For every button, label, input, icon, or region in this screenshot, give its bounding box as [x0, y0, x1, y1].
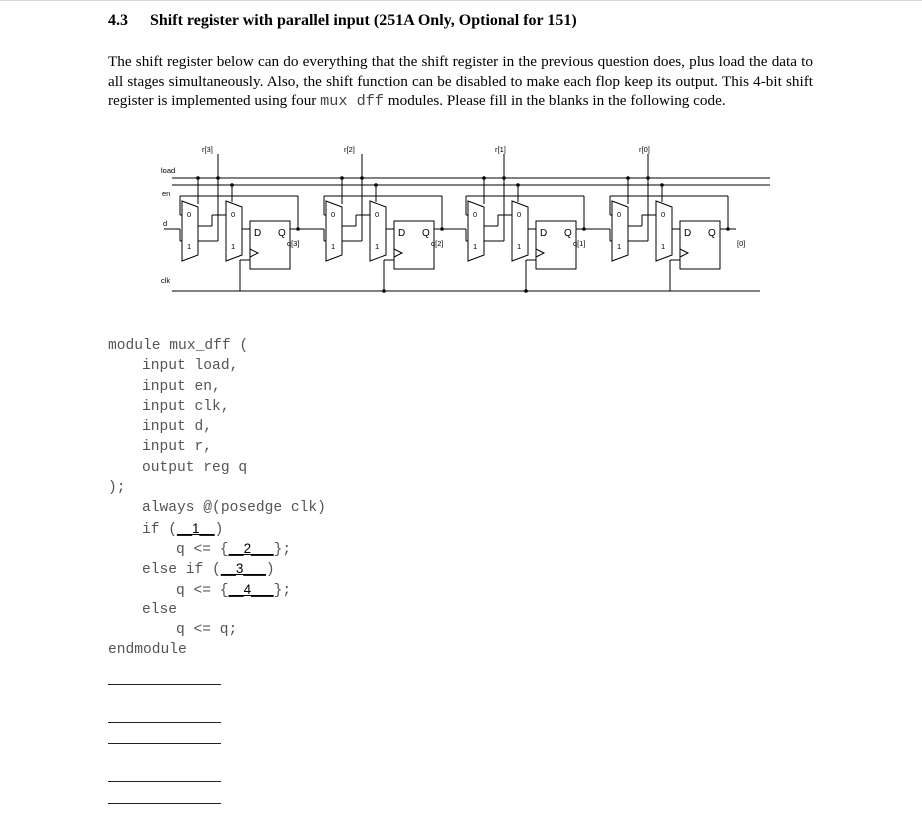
code-assign-2-line: q <= {__2___}; [176, 540, 292, 558]
shift-register-diagram: 0 1 D Q load en d clk r[3] q[3] r[2] q[2] r[1] q[1] r[0] [0] [140, 140, 780, 300]
r-label-3: r[3] [202, 145, 213, 154]
q-label-3: q[3] [287, 239, 300, 248]
q-label-0: [0] [737, 239, 746, 248]
blank-1: __1__ [177, 520, 215, 536]
mux-en-3 [226, 201, 242, 261]
dff-2 [394, 221, 434, 269]
code-port-clk: input clk, [142, 398, 230, 415]
code-elseif-line: else if (__3___) [142, 561, 275, 579]
dff-3 [250, 221, 290, 269]
code-hold-line: q <= q; [176, 622, 238, 639]
blank-2: __2___ [228, 540, 274, 556]
code-port-q: output reg q [142, 459, 248, 476]
input-label-d: d [163, 219, 168, 228]
answer-line-2[interactable] [108, 722, 221, 723]
stage-3 [164, 145, 306, 291]
code-port-load: input load, [142, 358, 239, 375]
intro-paragraph [108, 52, 813, 112]
code-assign-4-line: q <= {__4___}; [176, 581, 292, 599]
stage-0 [592, 145, 745, 291]
code-port-r: input r, [142, 439, 213, 456]
answer-line-1[interactable] [108, 684, 221, 685]
input-label-en: en [162, 189, 171, 198]
mux-load-2 [326, 201, 342, 261]
section-heading [108, 12, 577, 30]
blank-3: __3___ [220, 561, 266, 577]
code-close-paren: ); [108, 480, 126, 497]
code-port-en: input en, [142, 378, 221, 395]
intro-text-2: modules. Please fill in the blanks in the following code. [383, 92, 726, 110]
top-divider [0, 0, 922, 1]
q-label-2: q[2] [431, 239, 444, 248]
stage-1 [450, 145, 592, 293]
code-endmodule: endmodule [108, 642, 187, 659]
mux-en-2 [370, 201, 386, 261]
mux-en-1 [512, 201, 528, 261]
mux-load-0 [612, 201, 628, 261]
r-label-0: r[0] [639, 145, 650, 154]
intro-code-mux-dff: mux dff [320, 92, 384, 111]
blank-4: __4___ [228, 581, 274, 597]
answer-line-4[interactable] [108, 781, 221, 782]
verilog-code [108, 336, 326, 661]
code-always-line: always @(posedge clk) [142, 500, 326, 517]
mux-load-3 [182, 201, 198, 261]
r-label-1: r[1] [495, 145, 506, 154]
answer-line-5[interactable] [108, 803, 221, 804]
mux-en-0 [656, 201, 672, 261]
code-port-d: input d, [142, 419, 213, 436]
dff-0 [680, 221, 720, 269]
code-else-line: else [142, 601, 178, 618]
code-if-line: if (__1__) [142, 520, 224, 538]
q-label-1: q[1] [573, 239, 586, 248]
section-title: Shift register with parallel input (251A Only, Optional for 151) [150, 12, 577, 29]
stage-2 [306, 145, 450, 293]
input-label-clk: clk [161, 276, 171, 285]
code-module-line: module mux_dff ( [108, 338, 249, 354]
section-number: 4.3 [108, 12, 128, 29]
mux-load-1 [468, 201, 484, 261]
dff-1 [536, 221, 576, 269]
r-label-2: r[2] [344, 145, 355, 154]
intro-text-1: The shift register below can do everything that the shift register in the previous question does, plus load the data to all stages simultaneously. Also, the shift function can be disabled to make each flop keep its output. This 4-bit shift register is implemented using four [108, 53, 813, 110]
input-label-load: load [161, 166, 176, 175]
answer-line-3[interactable] [108, 743, 221, 744]
